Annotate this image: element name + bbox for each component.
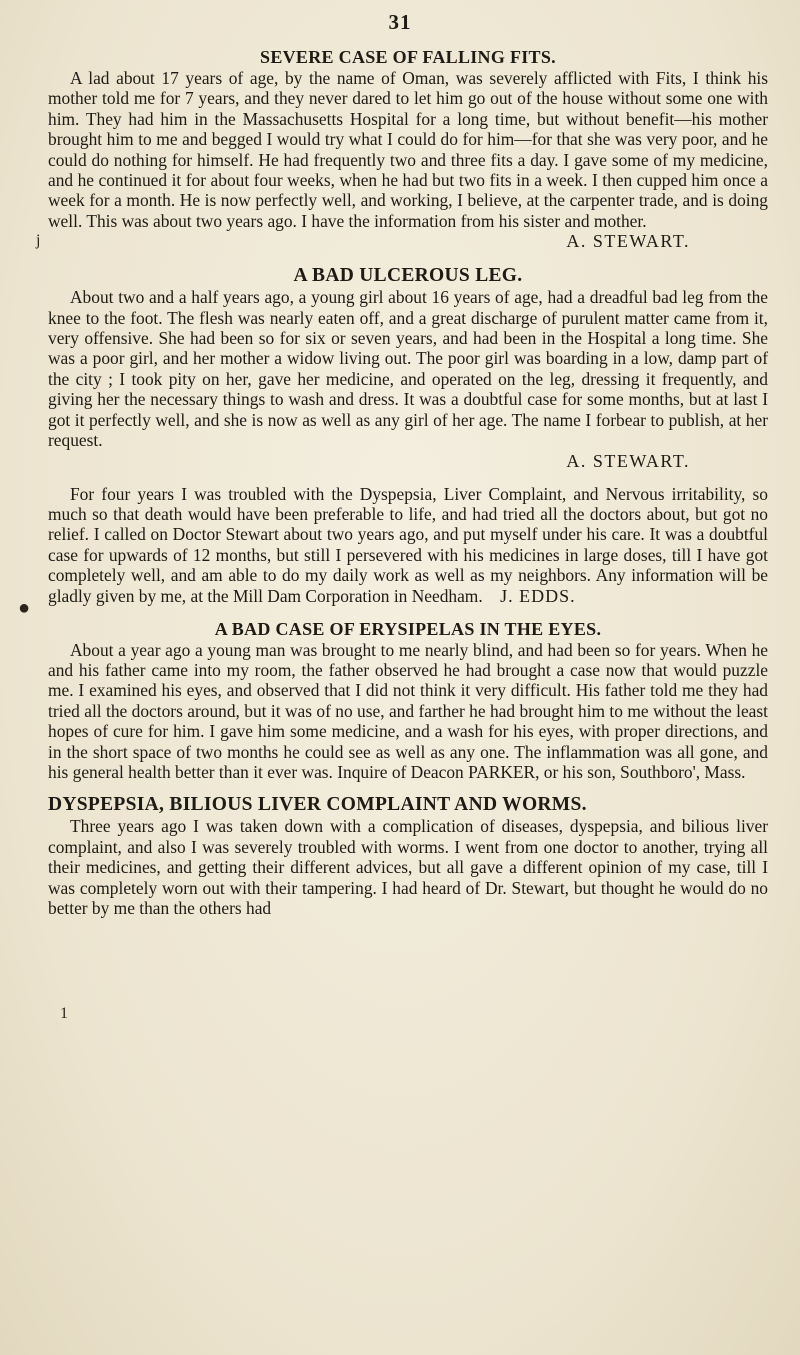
testimonial-ulcerous-leg: [48, 264, 768, 471]
testimonial-dyspepsia-worms: [48, 793, 768, 918]
page-number: 31: [388, 10, 412, 34]
testimonial-dyspepsia-edds: [48, 484, 768, 607]
signature: J. EDDS.: [500, 585, 576, 606]
signature: A. STEWART.: [566, 231, 690, 252]
section-body: For four years I was troubled with the Dyspepsia, Liver Complaint, and Nervous irritability, so much so that death would have been preferable to life, and had tried all the doctors about, but got no relief. I called on Doctor Stewart about two years ago, and put myself under his care. It was a doubtful case for upwards of 12 months, but still I persevered with his medicines in large doses, till I have got completely well, and am able to do my daily work as well as my neighbors. Any information will be gladly given by me, at the Mill Dam Corporation in Needham.: [48, 483, 768, 606]
testimonial-falling-fits: [48, 47, 768, 252]
section-heading: DYSPEPSIA, BILIOUS LIVER COMPLAINT AND WORMS.: [48, 794, 587, 816]
section-heading: A BAD CASE OF ERYSIPELAS IN THE EYES.: [214, 618, 602, 639]
section-body: A lad about 17 years of age, by the name of Oman, was severely afflicted with Fits, I think his mother told me for 7 years, and they never dared to let him go out of the house without some one with him. They had him in the Massachusetts Hospital for a long time, but without benefit—his mother brought him to me and begged I would try what I could do for him—for that she was very poor, and he could do nothing for himself. He had frequently two and three fits a day. I gave some of my medicine, and he continued it for about four weeks, when he had but two fits in a week. I then cupped him once a week for a month. He is now perfectly well, and working, I believe, at the carpenter trade, and is doing well. This was about two years ago. I have the information from his sister and mother.: [48, 68, 768, 231]
signature: A. STEWART.: [566, 450, 690, 471]
section-heading: A BAD ULCEROUS LEG.: [293, 265, 523, 287]
section-body: About a year ago a young man was brought to me nearly blind, and had been so for years. When he and his father came into my room, the father observed he had brought a case now that would puzzle me. I examined his eyes, and observed that I did not think it very difficult. His father told me they had tried all the doctors around, but it was of no use, and farther he had brought him to me without the least hopes of cure for him. I gave him some medicine, and a wash for his eyes, with proper directions, and in the short space of two months he could see as well as any one. The inflammation was all gone, and his general health better than it ever was. Inquire of Deacon PARKER, or his son, Southboro', Mass.: [48, 639, 768, 782]
testimonial-erysipelas: [48, 619, 768, 783]
margin-bullet: ●: [18, 597, 31, 619]
section-body: About two and a half years ago, a young girl about 16 years of age, had a dreadful bad leg from the knee to the foot. The flesh was nearly eaten off, and a great discharge of purulent matter came from it, very offensive. She had been so for six or seven years, and had been in the Hospital a long time. She was a poor girl, and her mother a widow living out. The poor girl was boarding in a low, damp part of the city ; I took pity on her, gave her medicine, and operated on the leg, dressing it frequently, and giving her the necessary things to wash and dress. It was a doubtful case for some months, but at last I got it perfectly well, and she is now as well as any girl of her age. The name I forbear to publish, at her request.: [48, 287, 768, 451]
section-body-wrapper: [48, 484, 768, 607]
margin-mark: j: [36, 232, 41, 249]
margin-mark: 1: [60, 1005, 68, 1022]
section-body: Three years ago I was taken down with a complication of diseases, dyspepsia, and bilious liver complaint, and also I was severely troubled with worms. I went from one doctor to another, trying all their medicines, and getting their different advices, but all gave a different opinion of my case, till I was completely worn out with their tampering. I had heard of Dr. Stewart, but thought he would do no better by me than the others had: [48, 816, 768, 918]
section-heading: SEVERE CASE OF FALLING FITS.: [260, 47, 556, 67]
page-content: [48, 47, 768, 918]
